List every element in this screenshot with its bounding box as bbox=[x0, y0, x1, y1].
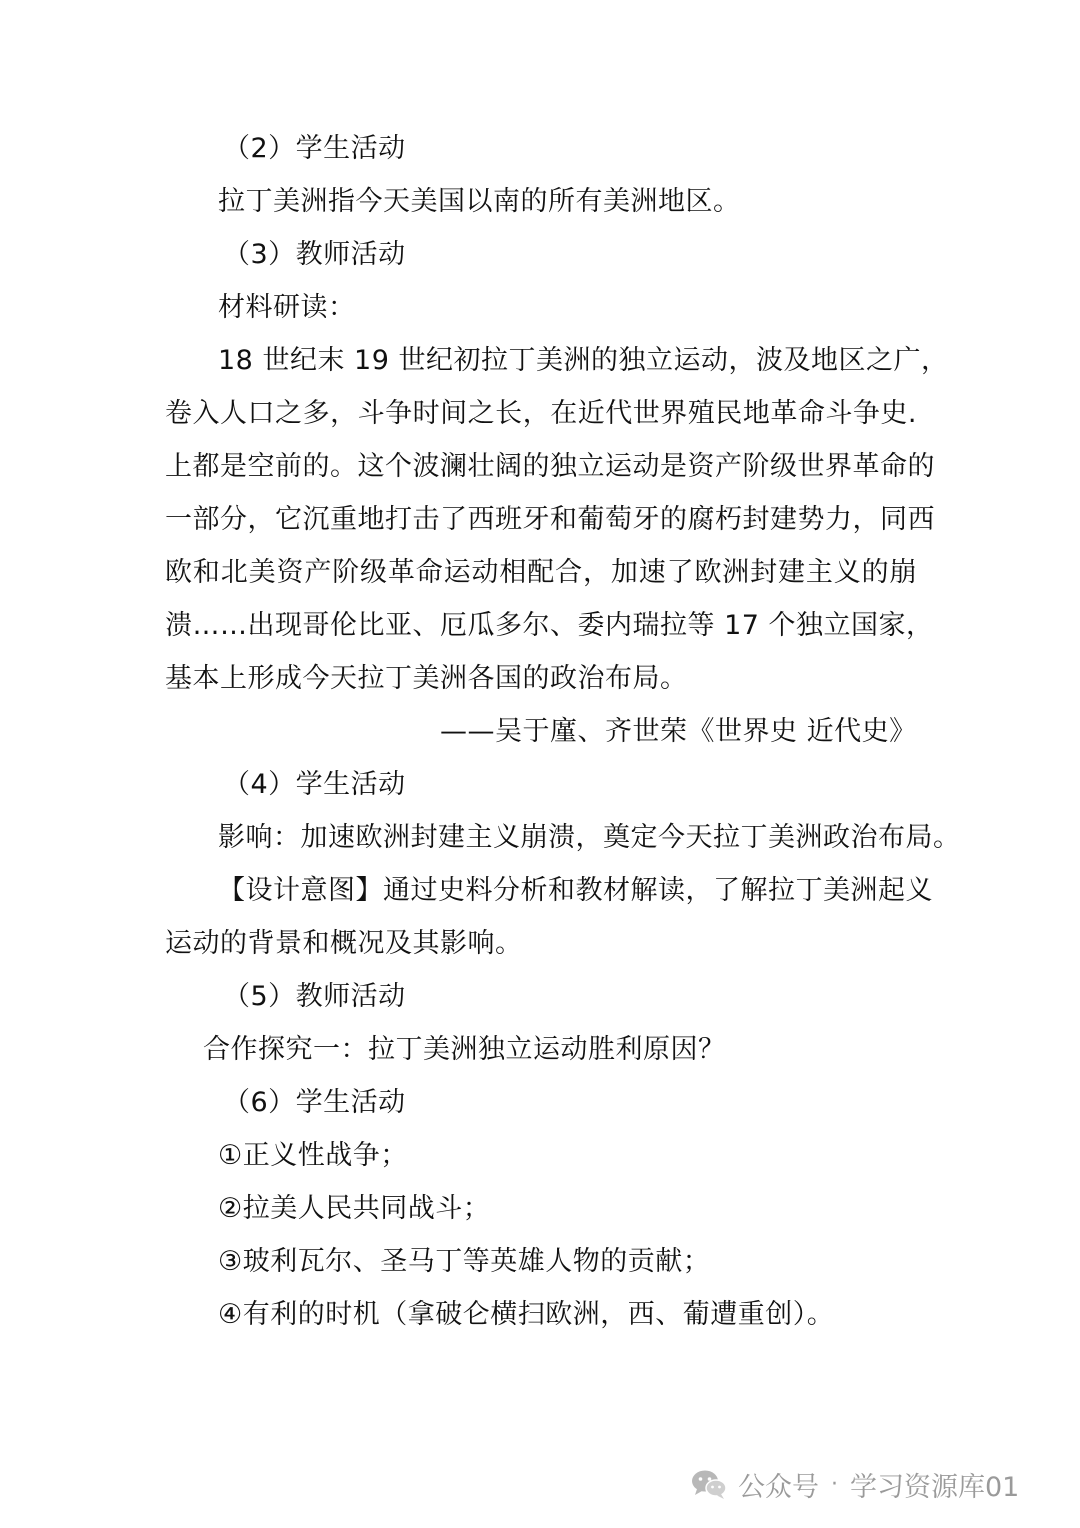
quote-line-6: 溃……出现哥伦比亚、厄瓜多尔、委内瑞拉等 17 个独立国家， bbox=[165, 610, 934, 641]
wechat-watermark bbox=[690, 1462, 1019, 1506]
reason-item-2: ②拉美人民共同战斗； bbox=[218, 1193, 491, 1224]
paragraph-latin-america-definition: 拉丁美洲指今天美国以南的所有美洲地区。 bbox=[218, 186, 741, 217]
design-intent-line-1: 【设计意图】通过史料分析和教材解读，了解拉丁美洲起义 bbox=[218, 875, 933, 906]
heading-student-activity-4: （4）学生活动 bbox=[223, 769, 406, 800]
quote-line-2: 卷入人口之多，斗争时间之长，在近代世界殖民地革命斗争史. bbox=[165, 398, 917, 429]
heading-teacher-activity-5: （5）教师活动 bbox=[223, 981, 406, 1012]
quote-line-3: 上都是空前的。这个波澜壮阔的独立运动是资产阶级世界革命的 bbox=[165, 451, 935, 482]
label-material-reading: 材料研读： bbox=[218, 292, 356, 323]
wechat-icon bbox=[690, 1468, 728, 1500]
quote-line-1: 18 世纪末 19 世纪初拉丁美洲的独立运动，波及地区之广， bbox=[218, 345, 949, 376]
quote-line-4: 一部分，它沉重地打击了西班牙和葡萄牙的腐朽封建势力，同西 bbox=[165, 504, 935, 535]
reason-item-4: ④有利的时机（拿破仑横扫欧洲，西、葡遭重创）。 bbox=[218, 1299, 835, 1330]
watermark-account: 学习资源库01 bbox=[850, 1471, 1020, 1503]
design-intent-line-2: 运动的背景和概况及其影响。 bbox=[165, 928, 523, 959]
quote-line-5: 欧和北美资产阶级革命运动相配合，加速了欧洲封建主义的崩 bbox=[165, 557, 917, 588]
paragraph-impact: 影响：加速欧洲封建主义崩溃，奠定今天拉丁美洲政治布局。 bbox=[218, 822, 961, 853]
heading-teacher-activity-3: （3）教师活动 bbox=[223, 239, 406, 270]
quote-line-7: 基本上形成今天拉丁美洲各国的政治布局。 bbox=[165, 663, 688, 694]
watermark-label: 公众号 bbox=[738, 1471, 819, 1503]
heading-student-activity-2: （2）学生活动 bbox=[223, 133, 406, 164]
heading-student-activity-6: （6）学生活动 bbox=[223, 1087, 406, 1118]
reason-item-1: ①正义性战争； bbox=[218, 1140, 408, 1171]
reason-item-3: ③玻利瓦尔、圣马丁等英雄人物的贡献； bbox=[218, 1246, 711, 1277]
paragraph-cooperative-inquiry: 合作探究一：拉丁美洲独立运动胜利原因？ bbox=[203, 1034, 726, 1065]
watermark-separator: · bbox=[831, 1471, 838, 1497]
quote-source: ——吴于廑、齐世荣《世界史 近代史》 bbox=[440, 716, 917, 747]
